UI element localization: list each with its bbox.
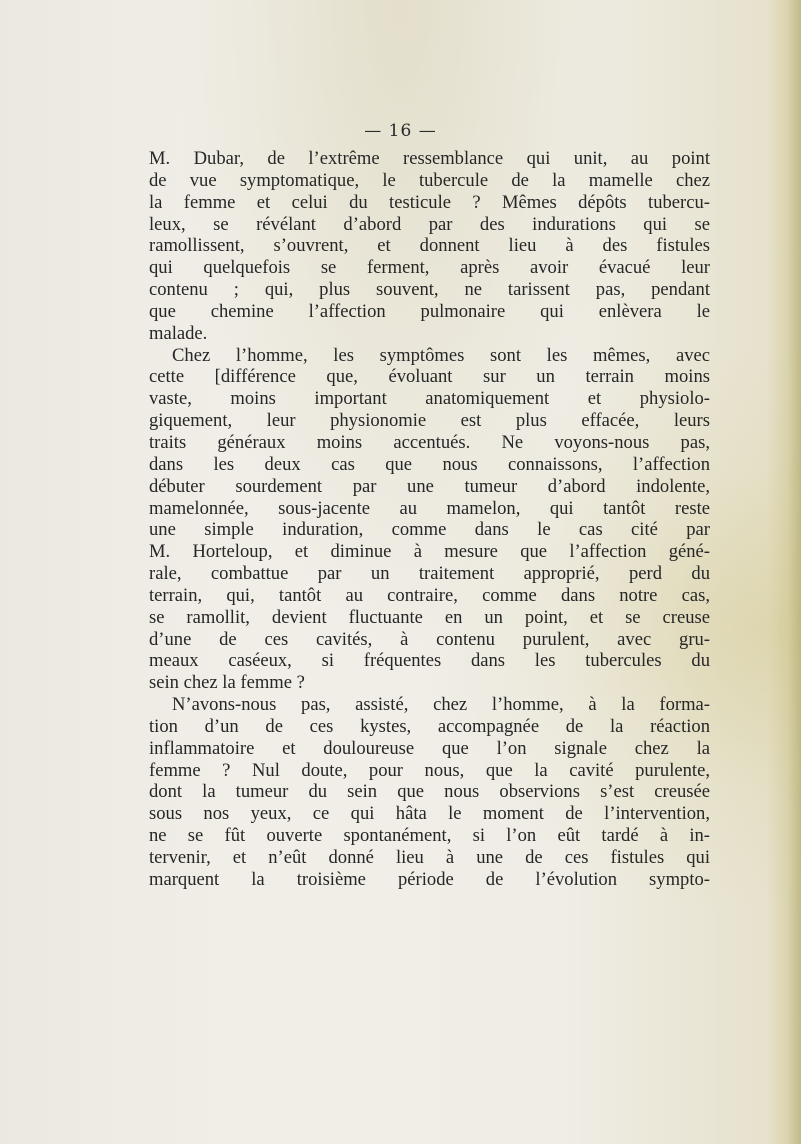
body-text — [149, 148, 710, 891]
page-number: — 16 — — [364, 121, 437, 141]
text-line: vaste, moins important anatomiquement et physiolo- — [149, 388, 710, 410]
text-line: la femme et celui du testicule ? Mêmes dépôts tubercu- — [149, 191, 710, 213]
text-line: d’une de ces cavités, à contenu purulent, avec gru- — [149, 628, 710, 650]
text-line: contenu ; qui, plus souvent, ne tarissent pas, pendant — [149, 279, 710, 301]
text-line: malade. — [149, 322, 208, 344]
text-line: qui quelquefois se ferment, après avoir évacué leur — [149, 257, 710, 279]
page-edge-shadow — [767, 0, 801, 1144]
text-line: inflammatoire et douloureuse que l’on signale chez la — [149, 737, 710, 759]
text-line: M. Horteloup, et diminue à mesure que l’affection géné- — [149, 541, 710, 563]
text-line: leux, se révélant d’abord par des indurations qui se — [149, 213, 710, 235]
text-line: tion d’un de ces kystes, accompagnée de la réaction — [149, 715, 710, 737]
text-line: Chez l’homme, les symptômes sont les mêmes, avec — [172, 344, 710, 366]
text-line: de vue symptomatique, le tubercule de la mamelle chez — [149, 169, 710, 191]
text-line: M. Dubar, de l’extrême ressemblance qui unit, au point — [149, 148, 710, 169]
text-line: sein chez la femme ? — [149, 672, 305, 694]
text-line: N’avons-nous pas, assisté, chez l’homme, à la forma- — [172, 694, 710, 716]
text-line: ramollissent, s’ouvrent, et donnent lieu à des fistules — [149, 235, 710, 257]
text-line: meaux caséeux, si fréquentes dans les tubercules du — [149, 650, 710, 672]
text-line: terrain, qui, tantôt au contraire, comme dans notre cas, — [149, 584, 710, 606]
text-line: que chemine l’affection pulmonaire qui enlèvera le — [149, 300, 710, 322]
text-line: ne se fût ouverte spontanément, si l’on eût tardé à in- — [149, 825, 710, 847]
text-line: traits généraux moins accentués. Ne voyons-nous pas, — [149, 431, 710, 453]
text-line: mamelonnée, sous-jacente au mamelon, qui tantôt reste — [149, 497, 710, 519]
text-line: dans les deux cas que nous connaissons, l’affection — [149, 453, 710, 475]
text-line: débuter sourdement par une tumeur d’abord indolente, — [149, 475, 710, 497]
text-line: cette [différence que, évoluant sur un terrain moins — [149, 366, 710, 388]
text-line: sous nos yeux, ce qui hâta le moment de l’intervention, — [149, 803, 710, 825]
text-line: giquement, leur physionomie est plus effacée, leurs — [149, 410, 710, 432]
text-line: tervenir, et n’eût donné lieu à une de ces fistules qui — [149, 847, 710, 868]
text-line: se ramollit, devient fluctuante en un point, et se creuse — [149, 606, 710, 628]
text-line: femme ? Nul doute, pour nous, que la cavité purulente, — [149, 759, 710, 781]
text-line: dont la tumeur du sein que nous observions s’est creusée — [149, 781, 710, 803]
text-line: marquent la troisième période de l’évolution sympto- — [149, 868, 710, 890]
text-line: rale, combattue par un traitement approprié, perd du — [149, 563, 710, 585]
text-line: une simple induration, comme dans le cas cité par — [149, 519, 710, 541]
